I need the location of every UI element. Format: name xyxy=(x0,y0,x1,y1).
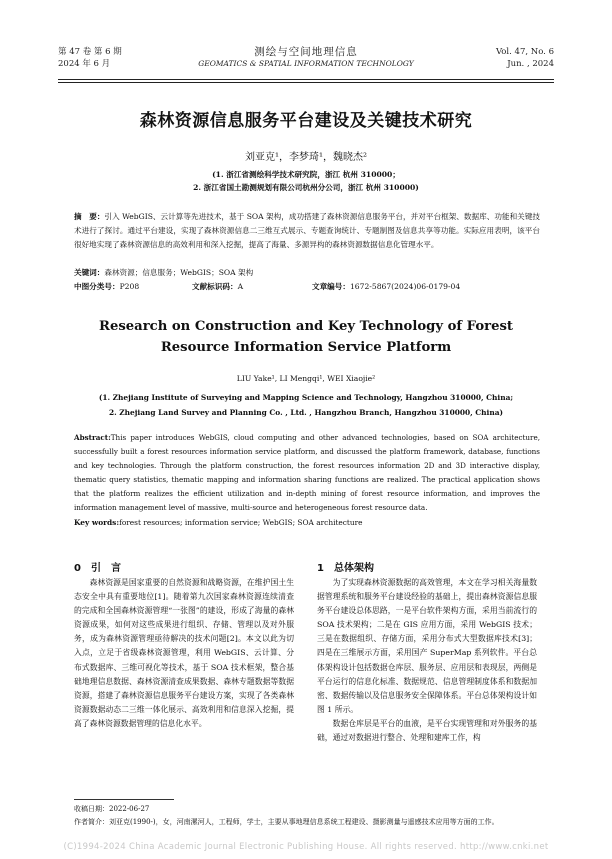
classification-line xyxy=(74,280,540,293)
footnote-received: 收稿日期：2022-06-27 xyxy=(74,805,150,813)
abstract-en-label: Abstract: xyxy=(74,433,111,442)
section-heading-architecture: 1 总体架构 xyxy=(317,563,374,574)
keywords-cn xyxy=(74,266,540,279)
abstract-en-text: This paper introduces WebGIS, cloud computing and other advanced technologies, based on SOA architecture, successfully built a forest resources information service platform, and discussed the platform framework, database, functions and key technologies. Through the platform construction, the forest resources information 2D and 3D interactive display, thematic query statistics, thematic mapping and information sharing functions are realized. The practical application shows that the platform realizes the efficient utilization and in-depth mining of forest resource information, and improves the information management level of massive, multi-source and heterogeneous forest resource data. xyxy=(74,433,540,512)
article-number-value: 1672-5867(2024)06-0179-04 xyxy=(349,282,461,291)
paper-title-en-line2: Resource Information Service Platform xyxy=(160,340,452,355)
clc-value: P208 xyxy=(119,282,140,291)
architecture-paragraph-2: 数据仓库层是平台的血液，是平台实现管理和对外服务的基础，通过对数据进行整合、处理和建库工作，构 xyxy=(317,718,537,743)
paper-title-en xyxy=(0,316,612,358)
header-rule-thin xyxy=(58,82,554,83)
abstract-cn-label: 摘 要： xyxy=(74,212,105,221)
clc-label: 中图分类号： xyxy=(74,282,120,291)
affiliation-cn-1: (1. 浙江省测绘科学技术研究院，浙江 杭州 310000； xyxy=(212,170,400,179)
keywords-cn-text: 森林资源；信息服务；WebGIS；SOA 架构 xyxy=(104,268,254,277)
affiliations-en xyxy=(0,390,612,420)
header-issue-cn: 第 47 卷 第 6 期 xyxy=(58,47,122,57)
keywords-en-label: Key words: xyxy=(74,518,120,527)
doc-code-value: A xyxy=(237,282,244,291)
header-rule xyxy=(58,79,554,80)
authors-cn: 刘亚克¹，李梦琦¹，魏晓杰² xyxy=(244,152,368,163)
footnote-author-bio: 作者简介：刘亚克(1990-)，女，河南漯河人，工程师，学士，主要从事地理信息系统工程建设、摄影测量与遥感技术应用等方面的工作。 xyxy=(74,818,499,826)
affiliation-en-2: 2. Zhejiang Land Survey and Planning Co. , Ltd. , Hangzhou Branch, Hangzhou 310000, China) xyxy=(108,408,504,417)
header-date-cn: 2024 年 6 月 xyxy=(58,59,111,69)
section-heading-intro: 0 引 言 xyxy=(74,563,121,574)
abstract-en xyxy=(74,431,540,515)
abstract-cn-text: 引入 WebGIS、云计算等先进技术，基于 SOA 架构，成功搭建了森林资源信息服务平台，并对平台框架、数据库、功能和关键技术进行了探讨。通过平台建设，实现了森林资源信息二三维互式展示、专题查询统计、专题制图及信息共享等功能。实际应用表明，该平台很好地实现了森林资源信息的高效利用和深入挖掘，提高了海量、多源异构的森林资源数据信息化管理水平。 xyxy=(74,212,540,249)
cnki-watermark: (C)1994-2024 China Academic Journal Electronic Publishing House. All rights reserved. http://www.cnki.net xyxy=(63,842,549,852)
keywords-en xyxy=(74,516,540,529)
header-volume-en: Vol. 47, No. 6 xyxy=(495,47,554,57)
affiliation-cn-2: 2. 浙江省国土勘测规划有限公司杭州分公司，浙江 杭州 310000) xyxy=(193,183,419,192)
section-architecture-body xyxy=(317,576,537,745)
article-number-label: 文章编号： xyxy=(312,282,350,291)
doc-code-label: 文献标识码： xyxy=(192,282,238,291)
header-date-en: Jun. , 2024 xyxy=(507,59,554,69)
intro-paragraph: 森林资源是国家重要的自然资源和战略资源，在维护国土生态安全中具有重要地位[1]。随着第九次国家森林资源连续清查的完成和全国森林资源管理“一张图”的建设，形成了海量的森林资源成果，如何对这些成果进行组织、存储、管理以及对外服务，成为森林资源管理亟待解决的技术问题[2]。本文以此为切入点，立足于省级森林资源管理，利用 WebGIS、云计算、分布式数据库、三维可视化等技术，基于 SOA 技术框架，整合基础地理信息数据、森林资源清查成果数据、森林专题数据等数据资源，搭建了森林资源信息服务平台建设方案，实现了各类森林资源数据动态二三维一体化展示、高效利用和信息深入挖掘，提高了森林资源数据管理的信息化水平。 xyxy=(74,578,294,728)
affiliations-cn xyxy=(0,168,612,194)
authors-en: LIU Yake¹, LI Mengqi¹, WEI Xiaojie² xyxy=(236,374,376,383)
keywords-cn-label: 关键词： xyxy=(74,268,105,277)
keywords-en-text: forest resources; information service; WebGIS; SOA architecture xyxy=(119,518,363,527)
section-intro-body xyxy=(74,576,294,731)
affiliation-en-1: (1. Zhejiang Institute of Surveying and Mapping Science and Technology, Hangzhou 310000, China; xyxy=(98,393,514,402)
journal-name-cn: 测绘与空间地理信息 xyxy=(254,46,358,58)
paper-title-cn: 森林资源信息服务平台建设及关键技术研究 xyxy=(139,111,473,131)
paper-title-en-line1: Research on Construction and Key Technology of Forest xyxy=(99,319,513,334)
footnote-rule xyxy=(74,799,174,800)
journal-name-en: GEOMATICS & SPATIAL INFORMATION TECHNOLOGY xyxy=(198,59,414,68)
header-issue-en xyxy=(496,46,554,70)
architecture-paragraph-1: 为了实现森林资源数据的高效管理，本文在学习相关海量数据管理系统和服务平台建设经验的基础上，提出森林资源信息服务平台建设总体思路，一是平台软件架构方面，采用当前流行的 SOA 技术架构；二是在 GIS 应用方面，采用 WebGIS 技术；三是在数据组织、存储方面，采用分布式大型数据库技术[3]；四是在三维展示方面，采用国产 SuperMap 系列软件。平台总体架构设计包括数据仓库层、服务层、应用层和表现层，两侧是平台运行的信息化标准、数据规范、信息管理制度体系和数据加密、数据传输以及信息服务安全保障体系。平台总体架构设计如图 1 所示。 xyxy=(317,578,537,714)
abstract-cn xyxy=(74,210,540,252)
